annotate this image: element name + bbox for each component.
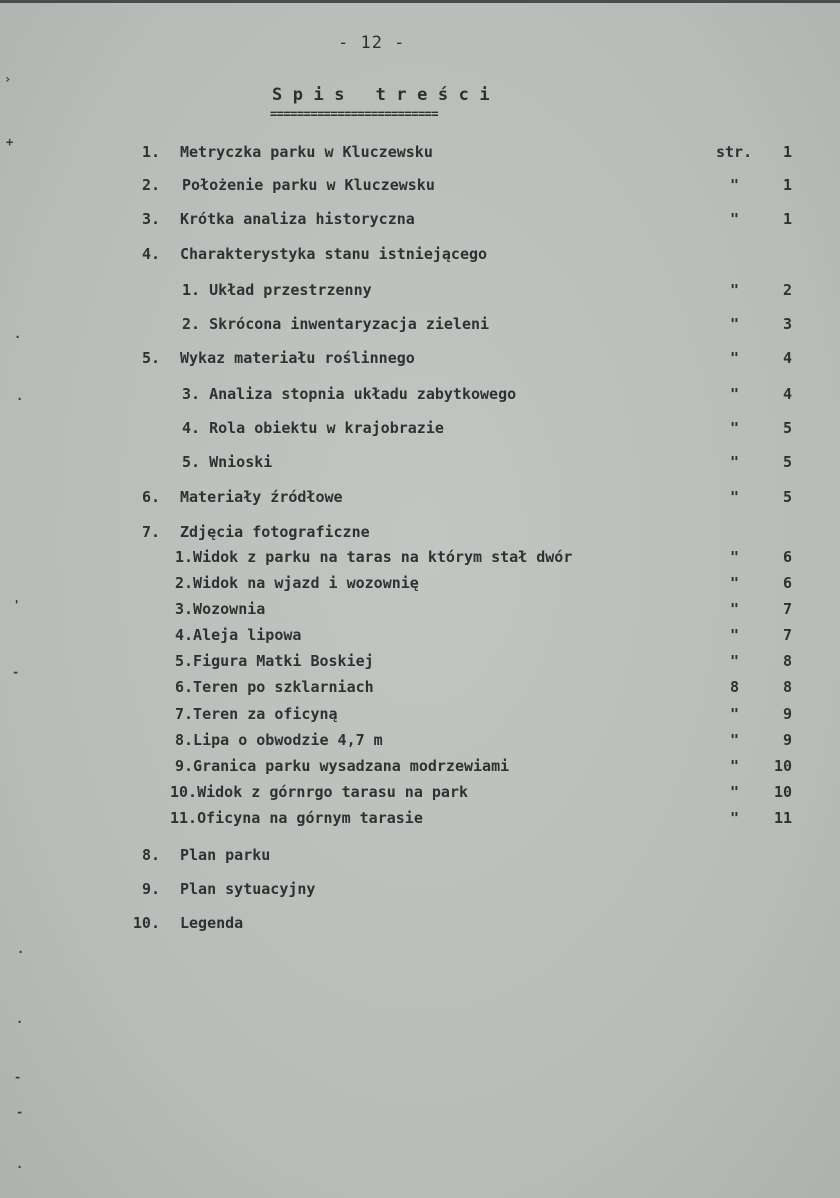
toc-entry-title: 7.Teren za oficyną bbox=[175, 705, 338, 723]
toc-entry-page: 3 bbox=[782, 315, 792, 333]
toc-entry bbox=[0, 382, 840, 406]
toc-entry-page: 10 bbox=[773, 783, 792, 801]
toc-entry bbox=[0, 520, 840, 544]
toc-entry-page: 7 bbox=[782, 600, 792, 618]
margin-mark: · bbox=[16, 392, 24, 406]
toc-entry-ditto-mark: " bbox=[730, 626, 740, 644]
toc-entry-page: 6 bbox=[782, 574, 792, 592]
title-underline: ========================= bbox=[270, 107, 439, 121]
toc-entry bbox=[0, 780, 840, 804]
toc-entry bbox=[0, 623, 840, 647]
toc-entry-title: 5.Figura Matki Boskiej bbox=[175, 652, 374, 670]
toc-entry-title: 10.Widok z górnrgo tarasu na park bbox=[170, 783, 469, 801]
toc-entry-number: 10. bbox=[132, 914, 160, 932]
toc-entry bbox=[0, 843, 840, 867]
toc-entry-ditto-mark: " bbox=[730, 210, 740, 228]
toc-entry-page: 6 bbox=[782, 548, 792, 566]
toc-entry bbox=[0, 911, 840, 935]
toc-entry-page: 2 bbox=[782, 281, 792, 299]
toc-entry-page: 5 bbox=[782, 488, 792, 506]
toc-entry-page: 4 bbox=[782, 349, 792, 367]
toc-entry-title: 8.Lipa o obwodzie 4,7 m bbox=[175, 731, 383, 749]
toc-entry bbox=[0, 312, 840, 336]
toc-entry-title: Metryczka parku w Kluczewsku bbox=[180, 143, 433, 161]
toc-entry-ditto-mark: " bbox=[730, 574, 740, 592]
toc-entry-ditto-mark: " bbox=[730, 419, 740, 437]
toc-entry-number: 1. bbox=[141, 143, 160, 161]
toc-entry bbox=[0, 754, 840, 778]
toc-entry-number: 2. bbox=[141, 176, 160, 194]
margin-mark: · bbox=[16, 1160, 24, 1174]
margin-mark: + bbox=[6, 135, 14, 149]
toc-entry-page: 1 bbox=[782, 176, 792, 194]
toc-entry bbox=[0, 450, 840, 474]
margin-mark: › bbox=[4, 72, 12, 86]
toc-entry-page: 7 bbox=[782, 626, 792, 644]
toc-entry-title: 5. Wnioski bbox=[182, 453, 273, 471]
toc-entry bbox=[0, 278, 840, 302]
toc-entry-ditto-mark: " bbox=[730, 385, 740, 403]
toc-entry-ditto-mark: " bbox=[730, 281, 740, 299]
page-number: - 12 - bbox=[338, 33, 406, 53]
page-title: Spis treści bbox=[272, 85, 501, 105]
toc-entry-page: 8 bbox=[782, 652, 792, 670]
margin-mark: - bbox=[14, 1070, 22, 1084]
toc-entry bbox=[0, 571, 840, 595]
toc-entry-page: 1 bbox=[782, 143, 792, 161]
toc-entry-title: 2. Skrócona inwentaryzacja zieleni bbox=[182, 315, 490, 333]
toc-entry bbox=[0, 140, 840, 164]
toc-entry-number: 5. bbox=[141, 349, 160, 367]
toc-entry-number: 4. bbox=[141, 245, 160, 263]
toc-entry-page: 4 bbox=[782, 385, 792, 403]
toc-entry-page: 9 bbox=[782, 705, 792, 723]
toc-entry-title: 9.Granica parku wysadzana modrzewiami bbox=[175, 757, 510, 775]
toc-entry-ditto-mark: 8 bbox=[730, 678, 740, 696]
toc-entry-title: 1.Widok z parku na taras na którym stał dwór bbox=[175, 548, 573, 566]
toc-entry-page: 5 bbox=[782, 453, 792, 471]
toc-entry-title: 6.Teren po szklarniach bbox=[175, 678, 374, 696]
toc-entry-page: 8 bbox=[782, 678, 792, 696]
toc-entry bbox=[0, 416, 840, 440]
toc-entry-number: 8. bbox=[141, 846, 160, 864]
toc-entry bbox=[0, 728, 840, 752]
toc-entry-title: 4. Rola obiektu w krajobrazie bbox=[182, 419, 444, 437]
scan-edge-line bbox=[0, 0, 840, 3]
toc-entry-number: 7. bbox=[141, 523, 160, 541]
toc-entry-title: Materiały źródłowe bbox=[180, 488, 343, 506]
toc-entry-title: 3.Wozownia bbox=[175, 600, 266, 618]
toc-entry bbox=[0, 597, 840, 621]
toc-entry-ditto-mark: " bbox=[730, 652, 740, 670]
toc-entry-page: 9 bbox=[782, 731, 792, 749]
toc-entry bbox=[0, 346, 840, 370]
toc-entry-ditto-mark: " bbox=[730, 731, 740, 749]
toc-entry bbox=[0, 485, 840, 509]
toc-entry-ditto-mark: " bbox=[730, 548, 740, 566]
toc-entry bbox=[0, 675, 840, 699]
toc-entry-ditto-mark: " bbox=[730, 453, 740, 471]
toc-entry bbox=[0, 173, 840, 197]
toc-entry-ditto-mark: " bbox=[730, 705, 740, 723]
toc-entry-ditto-mark: " bbox=[730, 488, 740, 506]
toc-entry-title: Położenie parku w Kluczewsku bbox=[182, 176, 435, 194]
toc-entry-title: Krótka analiza historyczna bbox=[180, 210, 415, 228]
toc-entry-title: Plan parku bbox=[180, 846, 271, 864]
margin-mark: ' bbox=[13, 598, 21, 612]
margin-mark: · bbox=[14, 330, 22, 344]
toc-entry-title: 1. Układ przestrzenny bbox=[182, 281, 372, 299]
toc-entry-page: 10 bbox=[773, 757, 792, 775]
toc-entry-title: Zdjęcia fotograficzne bbox=[180, 523, 370, 541]
toc-entry-title: 11.Oficyna na górnym tarasie bbox=[170, 809, 423, 827]
toc-entry bbox=[0, 806, 840, 830]
toc-entry-ditto-mark: " bbox=[730, 315, 740, 333]
toc-entry-page: 1 bbox=[782, 210, 792, 228]
toc-entry-ditto-mark: " bbox=[730, 176, 740, 194]
toc-entry-title: Plan sytuacyjny bbox=[180, 880, 316, 898]
toc-entry bbox=[0, 649, 840, 673]
toc-entry-title: 4.Aleja lipowa bbox=[175, 626, 302, 644]
margin-mark: · bbox=[17, 945, 25, 959]
toc-entry-title: 3. Analiza stopnia układu zabytkowego bbox=[182, 385, 517, 403]
toc-entry-number: 6. bbox=[141, 488, 160, 506]
toc-entry bbox=[0, 207, 840, 231]
toc-entry-page: 5 bbox=[782, 419, 792, 437]
toc-entry-title: Legenda bbox=[180, 914, 244, 932]
margin-mark: - bbox=[16, 1105, 24, 1119]
toc-entry-ditto-mark: str. bbox=[716, 143, 753, 161]
toc-entry bbox=[0, 702, 840, 726]
toc-entry-ditto-mark: " bbox=[730, 783, 740, 801]
toc-entry-ditto-mark: " bbox=[730, 809, 740, 827]
toc-entry-page: 11 bbox=[773, 809, 792, 827]
toc-entry bbox=[0, 877, 840, 901]
toc-entry-title: Charakterystyka stanu istniejącego bbox=[180, 245, 488, 263]
toc-entry bbox=[0, 242, 840, 266]
toc-entry-title: Wykaz materiału roślinnego bbox=[180, 349, 415, 367]
margin-mark: - bbox=[12, 665, 20, 679]
toc-entry-ditto-mark: " bbox=[730, 757, 740, 775]
toc-entry bbox=[0, 545, 840, 569]
toc-entry-number: 9. bbox=[141, 880, 160, 898]
toc-entry-ditto-mark: " bbox=[730, 349, 740, 367]
toc-entry-ditto-mark: " bbox=[730, 600, 740, 618]
toc-entry-title: 2.Widok na wjazd i wozownię bbox=[175, 574, 419, 592]
margin-mark: · bbox=[16, 1015, 24, 1029]
toc-entry-number: 3. bbox=[141, 210, 160, 228]
